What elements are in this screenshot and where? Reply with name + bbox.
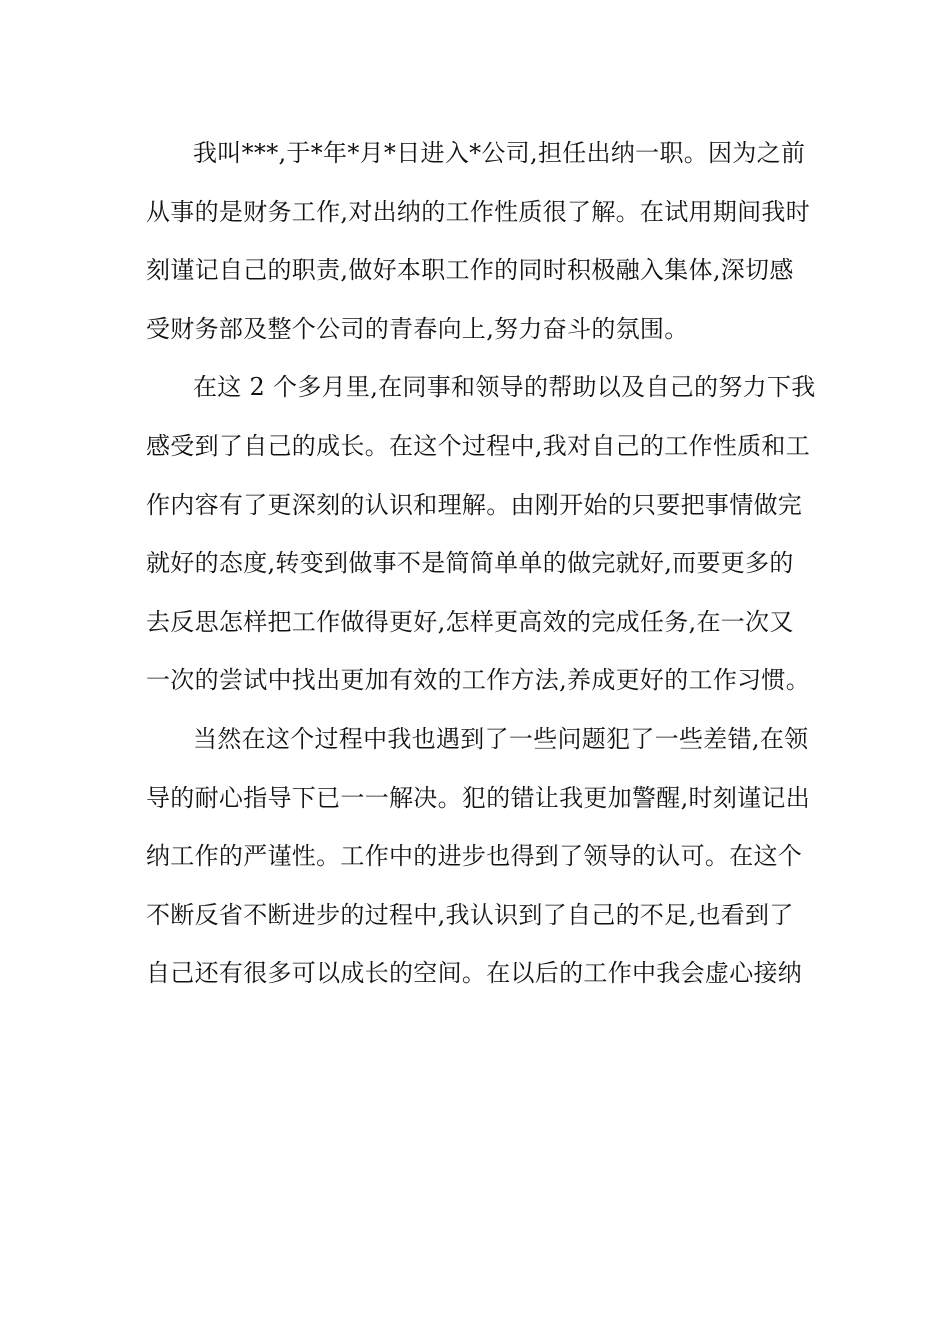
text-line: 当然在这个过程中我也遇到了一些问题犯了一些差错,在领 — [193, 724, 809, 753]
text-line: 我叫***,于*年*月*日进入*公司,担任出纳一职。因为之前 — [193, 139, 806, 167]
text-line: 作内容有了更深刻的认识和理解。由刚开始的只要把事情做完 — [146, 490, 803, 519]
text-line: 就好的态度,转变到做事不是简简单单的做完就好,而要更多的 — [146, 549, 794, 578]
text-line: 去反思怎样把工作做得更好,怎样更高效的完成任务,在一次又 — [146, 607, 794, 636]
text-line: 受财务部及整个公司的青春向上,努力奋斗的氛围。 — [146, 314, 689, 343]
text-line: 在这 2 个多月里,在同事和领导的帮助以及自己的努力下我 — [193, 373, 816, 402]
text-line: 刻谨记自己的职责,做好本职工作的同时积极融入集体,深切感 — [146, 256, 794, 285]
document-body — [146, 131, 816, 1010]
text-line: 自己还有很多可以成长的空间。在以后的工作中我会虚心接纳 — [146, 959, 803, 988]
text-line: 不断反省不断进步的过程中,我认识到了自己的不足,也看到了 — [146, 900, 794, 929]
text-line: 感受到了自己的成长。在这个过程中,我对自己的工作性质和工 — [146, 431, 811, 460]
text-line: 从事的是财务工作,对出纳的工作性质很了解。在试用期间我时 — [146, 197, 811, 226]
text-line: 导的耐心指导下已一一解决。犯的错让我更加警醒,时刻谨记出 — [146, 783, 811, 812]
text-line: 纳工作的严谨性。工作中的进步也得到了领导的认可。在这个 — [146, 842, 803, 871]
text-line: 一次的尝试中找出更加有效的工作方法,养成更好的工作习惯。 — [146, 666, 811, 695]
